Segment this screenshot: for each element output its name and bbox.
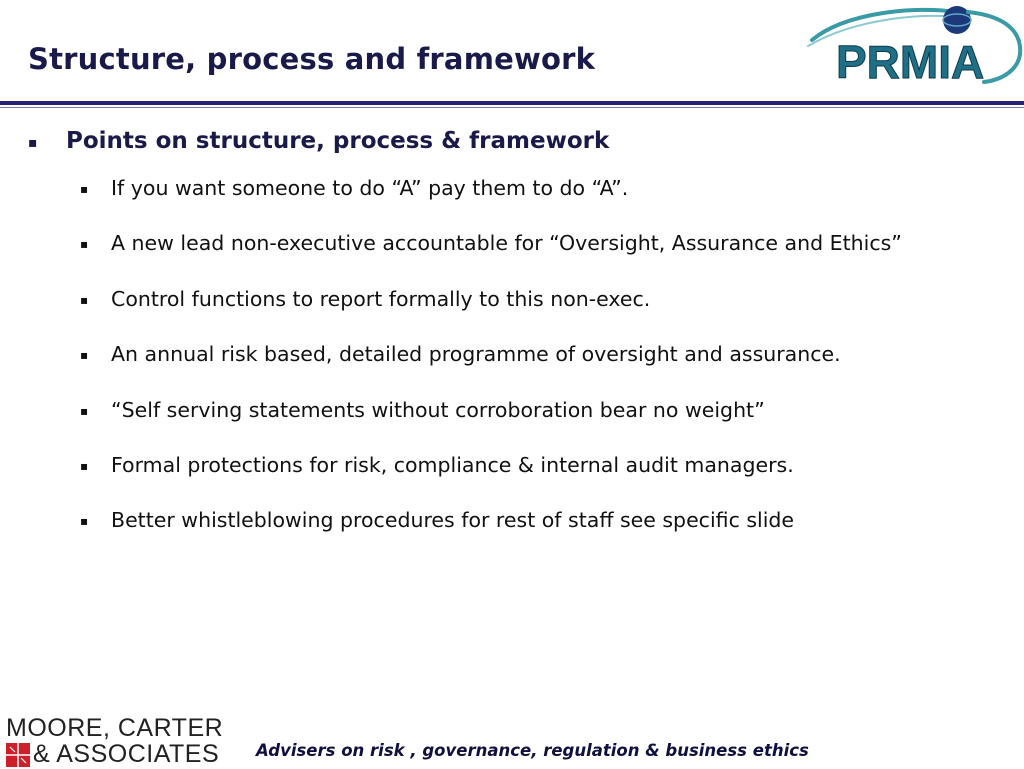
square-bullet-icon: ▪ — [80, 237, 89, 252]
list-item — [80, 176, 1010, 231]
square-bullet-icon: ▪ — [80, 348, 89, 363]
prmia-logo — [806, 2, 1024, 92]
company-mark-icon — [6, 743, 30, 767]
list-item — [80, 398, 1010, 453]
main-bullet-text: Points on structure, process & framework — [66, 128, 610, 154]
list-item-text: Better whistleblowing procedures for rest of staff see specific slide — [111, 508, 795, 533]
header-rule — [0, 101, 1024, 105]
page-title: Structure, process and framework — [28, 42, 596, 76]
company-name-line2: & ASSOCIATES — [33, 740, 220, 768]
list-item-text: “Self serving statements without corroboration bear no weight” — [111, 397, 765, 422]
company-name-line1: MOORE, CARTER — [6, 714, 224, 742]
list-item-text: A new lead non-executive accountable for “Oversight, Assurance and Ethics” — [111, 231, 902, 256]
prmia-logo-text: PRMIA — [836, 36, 985, 88]
header-rule-thin — [0, 107, 1024, 108]
list-item — [80, 453, 1010, 508]
square-bullet-icon: ▪ — [80, 182, 89, 196]
list-item — [80, 287, 1010, 342]
list-item-text: If you want someone to do “A” pay them to do “A”. — [111, 176, 629, 200]
square-bullet-icon: ▪ — [80, 514, 89, 529]
list-item — [80, 231, 1010, 286]
list-item-text: An annual risk based, detailed programme of oversight and assurance. — [111, 342, 841, 367]
square-bullet-icon: ▪ — [28, 135, 38, 151]
footer-tagline: Advisers on risk , governance, regulation & business ethics — [256, 741, 809, 760]
company-logo — [6, 714, 236, 766]
square-bullet-icon: ▪ — [80, 292, 89, 307]
square-bullet-icon: ▪ — [80, 458, 89, 473]
sub-bullet-list — [80, 176, 1010, 564]
list-item — [80, 342, 1010, 397]
main-bullet — [28, 128, 988, 154]
list-item-text: Formal protections for risk, compliance & internal audit managers. — [111, 452, 794, 477]
list-item — [80, 508, 1010, 563]
list-item-text: Control functions to report formally to this non-exec. — [111, 286, 651, 311]
square-bullet-icon: ▪ — [80, 403, 89, 418]
